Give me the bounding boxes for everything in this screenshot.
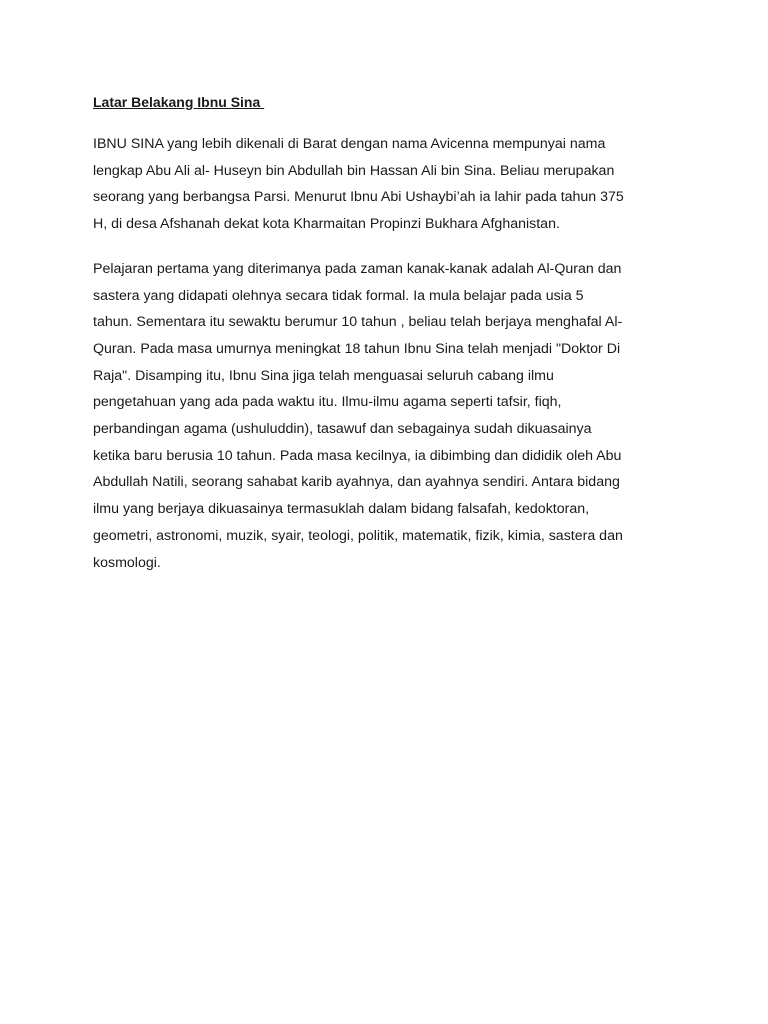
text-line: ilmu yang berjaya dikuasainya termasuklah dalam bidang falsafah, kedoktoran,: [93, 501, 590, 518]
text-line: geometri, astronomi, muzik, syair, teologi, politik, matematik, fizik, kimia, sastera dan: [93, 527, 623, 544]
text-line: perbandingan agama (ushuluddin), tasawuf dan sebagainya sudah dikuasainya: [93, 421, 592, 438]
text-line: Quran. Pada masa umurnya meningkat 18 tahun Ibnu Sina telah menjadi "Doktor Di: [93, 340, 621, 357]
text-line: ketika baru berusia 10 tahun. Pada masa kecilnya, ia dibimbing dan dididik oleh Abu: [93, 447, 622, 464]
text-line: lengkap Abu Ali al- Huseyn bin Abdullah bin Hassan Ali bin Sina. Beliau merupakan: [93, 162, 615, 179]
text-line: Raja". Disamping itu, Ibnu Sina jiga telah menguasai seluruh cabang ilmu: [93, 367, 554, 384]
text-line: tahun. Sementara itu sewaktu berumur 10 tahun , beliau telah berjaya menghafal Al-: [93, 314, 623, 331]
text-line: sastera yang didapati olehnya secara tidak formal. Ia mula belajar pada usia 5: [93, 287, 584, 304]
text-line: kosmologi.: [93, 554, 161, 571]
text-line: IBNU SINA yang lebih dikenali di Barat dengan nama Avicenna mempunyai nama: [93, 136, 606, 152]
document-content: [93, 93, 683, 594]
paragraph-1: [93, 131, 683, 238]
page-title: Latar Belakang Ibnu Sina: [93, 94, 265, 110]
text-line: pengetahuan yang ada pada waktu itu. Ilmu-ilmu agama seperti tafsir, fiqh,: [93, 394, 562, 411]
text-line: Pelajaran pertama yang diterimanya pada zaman kanak-kanak adalah Al-Quran dan: [93, 260, 622, 277]
text-line: H, di desa Afshanah dekat kota Kharmaitan Propinzi Bukhara Afghanistan.: [93, 216, 560, 233]
paragraph-2: [93, 256, 683, 576]
text-line: Abdullah Natili, seorang sahabat karib ayahnya, dan ayahnya sendiri. Antara bidang: [93, 474, 620, 491]
text-line: seorang yang berbangsa Parsi. Menurut Ibnu Abi Ushaybi’ah ia lahir pada tahun 375: [93, 189, 624, 206]
